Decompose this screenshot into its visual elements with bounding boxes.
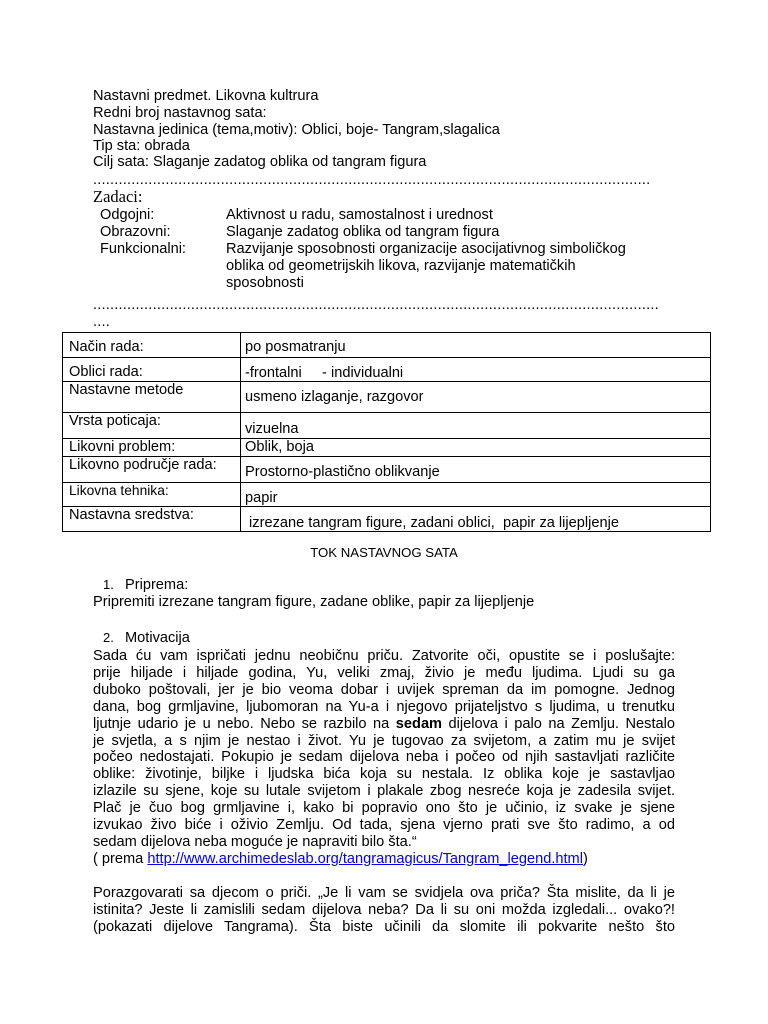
table-label-cell: Način rada:	[63, 333, 241, 358]
text-segment: dijelova i palo na Zemlju. Nestalo	[442, 715, 675, 732]
section-heading-text: Motivacija	[125, 630, 190, 646]
lesson-info-table	[62, 332, 711, 532]
source-suffix: )	[582, 850, 588, 867]
table-row	[63, 457, 711, 483]
table-value-cell: papir	[241, 483, 711, 507]
paragraph-line: je svjetla, a s njim je nestao i život. Yu je tugovao za svijetom, a zatim mu je svijet	[93, 732, 675, 749]
paragraph-line: prije hiljade i hiljade godina, Yu, veliki zmaj, živio je među ljudima. Ljudi su ga	[93, 664, 675, 681]
paragraph-line: Plač je čuo bog grmljavine i, kako bi popravio ono što je učinio, iz svake je sjene	[93, 800, 675, 817]
tip-sata-line: Tip sta: obrada	[93, 138, 190, 154]
story-paragraph	[93, 648, 675, 868]
table-row	[63, 382, 711, 413]
bold-word: sedam	[395, 715, 443, 732]
text-segment: ljutnje udario je u nebo. Nebo se razbilo na	[93, 715, 396, 732]
discussion-paragraph	[93, 885, 675, 936]
jedinica-line: Nastavna jedinica (tema,motiv): Oblici, boje- Tangram,slagalica	[93, 122, 500, 138]
table-value-cell: -frontalni - individualni	[241, 358, 711, 382]
paragraph-line: Sada ću vam ispričati jednu neobičnu priču. Zatvorite oči, opustite se i poslušajte:	[93, 648, 675, 664]
table-value-cell: vizuelna	[241, 413, 711, 439]
paragraph-line: izlazile su sjene, koje su lutale svijetom i plakale zbog nesreće koja je zadesila svijet.	[93, 783, 675, 800]
predmet-line: Nastavni predmet. Likovna kultrura	[93, 88, 319, 104]
task-label: Funkcionalni:	[100, 241, 186, 257]
zadaci-title: Zadaci:	[93, 187, 143, 206]
cilj-sata-line: Cilj sata: Slaganje zadatog oblika od tangram figura	[93, 154, 427, 170]
table-label-cell: Likovno područje rada:	[63, 457, 241, 483]
table-value-cell: po posmatranju	[241, 333, 711, 358]
section-number: 1.	[103, 577, 114, 592]
task-label: Odgojni:	[100, 207, 155, 223]
task-value-line: Razvijanje sposobnosti organizacije asocijativnog simboličkog	[226, 241, 626, 257]
source-link[interactable]: http://www.archimedeslab.org/tangramagicus/Tangram_legend.html	[147, 850, 583, 867]
source-prefix: ( prema	[93, 850, 148, 867]
table-row	[63, 439, 711, 457]
section-number: 2.	[103, 630, 114, 645]
task-value-line: oblika od geometrijskih likova, razvijanje matematičkih	[226, 258, 576, 274]
section-title: TOK NASTAVNOG SATA	[310, 545, 458, 560]
paragraph-line: (pokazati dijelove Tangrama). Šta biste učinili da slomite ili pokvarite nešto što	[93, 918, 675, 935]
table-label-cell: Likovni problem:	[63, 439, 241, 457]
table-label-cell: Nastavne metode	[63, 382, 241, 413]
table-row	[63, 358, 711, 382]
table-label-cell: Vrsta poticaja:	[63, 413, 241, 439]
paragraph-line: oblike: životinje, biljke i ljudska bića koja su nestala. Iz oblika koje je sastavljao	[93, 766, 675, 783]
source-line	[93, 851, 675, 868]
table-label-cell: Oblici rada:	[63, 358, 241, 382]
dotted-separator: .....................................................................................................................................	[93, 297, 659, 313]
redni-broj-line: Redni broj nastavnog sata:	[93, 105, 267, 121]
paragraph-line: počeo nedostajati. Pokupio je sedam dijelova neba i počeo od njih sastavljati različite	[93, 749, 675, 766]
table-label-cell: Nastavna sredstva:	[63, 507, 241, 532]
task-value: Slaganje zadatog oblika od tangram figura	[226, 224, 500, 240]
paragraph-line-with-bold	[93, 716, 675, 733]
paragraph-line: dana, bog grmljavine, ljubomoran na Yu-a i njegovo prijateljstvo s ljudima, u trenutku	[93, 698, 675, 715]
priprema-text: Pripremiti izrezane tangram figure, zadane oblike, papir za lijepljenje	[93, 594, 535, 610]
table-value-cell: Oblik, boja	[241, 439, 711, 457]
task-value: Aktivnost u radu, samostalnost i urednost	[226, 207, 493, 223]
table-row	[63, 483, 711, 507]
paragraph-line: duboko poštovali, jer je bio veoma dobar i uvijek spreman da im pomogne. Jednog	[93, 681, 675, 698]
table-row	[63, 507, 711, 532]
table-row	[63, 333, 711, 358]
table-row	[63, 413, 711, 439]
paragraph-line: sedam dijelova neba moguće je napraviti bilo šta.“	[93, 833, 417, 850]
section-heading-motivacija	[103, 630, 190, 646]
dotted-separator-tail: ....	[93, 314, 111, 330]
paragraph-line: istinita? Jeste li zamislili sedam dijelova neba? Da li su oni možda izgledali... ovako?!	[93, 901, 675, 918]
dotted-separator: ...................................................................................................................................	[93, 172, 651, 188]
table-value-cell: usmeno izlaganje, razgovor	[241, 382, 711, 413]
paragraph-line: Porazgovarati sa djecom o priči. „Je li vam se svidjela ova priča? Šta mislite, da li je	[93, 885, 675, 901]
section-heading-priprema	[103, 577, 188, 593]
table-value-cell: izrezane tangram figure, zadani oblici, papir za lijepljenje	[241, 507, 711, 532]
table-value-cell: Prostorno-plastično oblikvanje	[241, 457, 711, 483]
paragraph-line: izvukao živo biće i oživio Zemlju. Od tada, sjena vjerno prati sve što radimo, a od	[93, 817, 675, 834]
task-label: Obrazovni:	[100, 224, 171, 240]
task-value-line: sposobnosti	[226, 275, 304, 291]
table-label-cell: Likovna tehnika:	[63, 483, 241, 507]
section-heading-text: Priprema:	[125, 577, 189, 593]
task-value-multiline	[226, 241, 671, 292]
